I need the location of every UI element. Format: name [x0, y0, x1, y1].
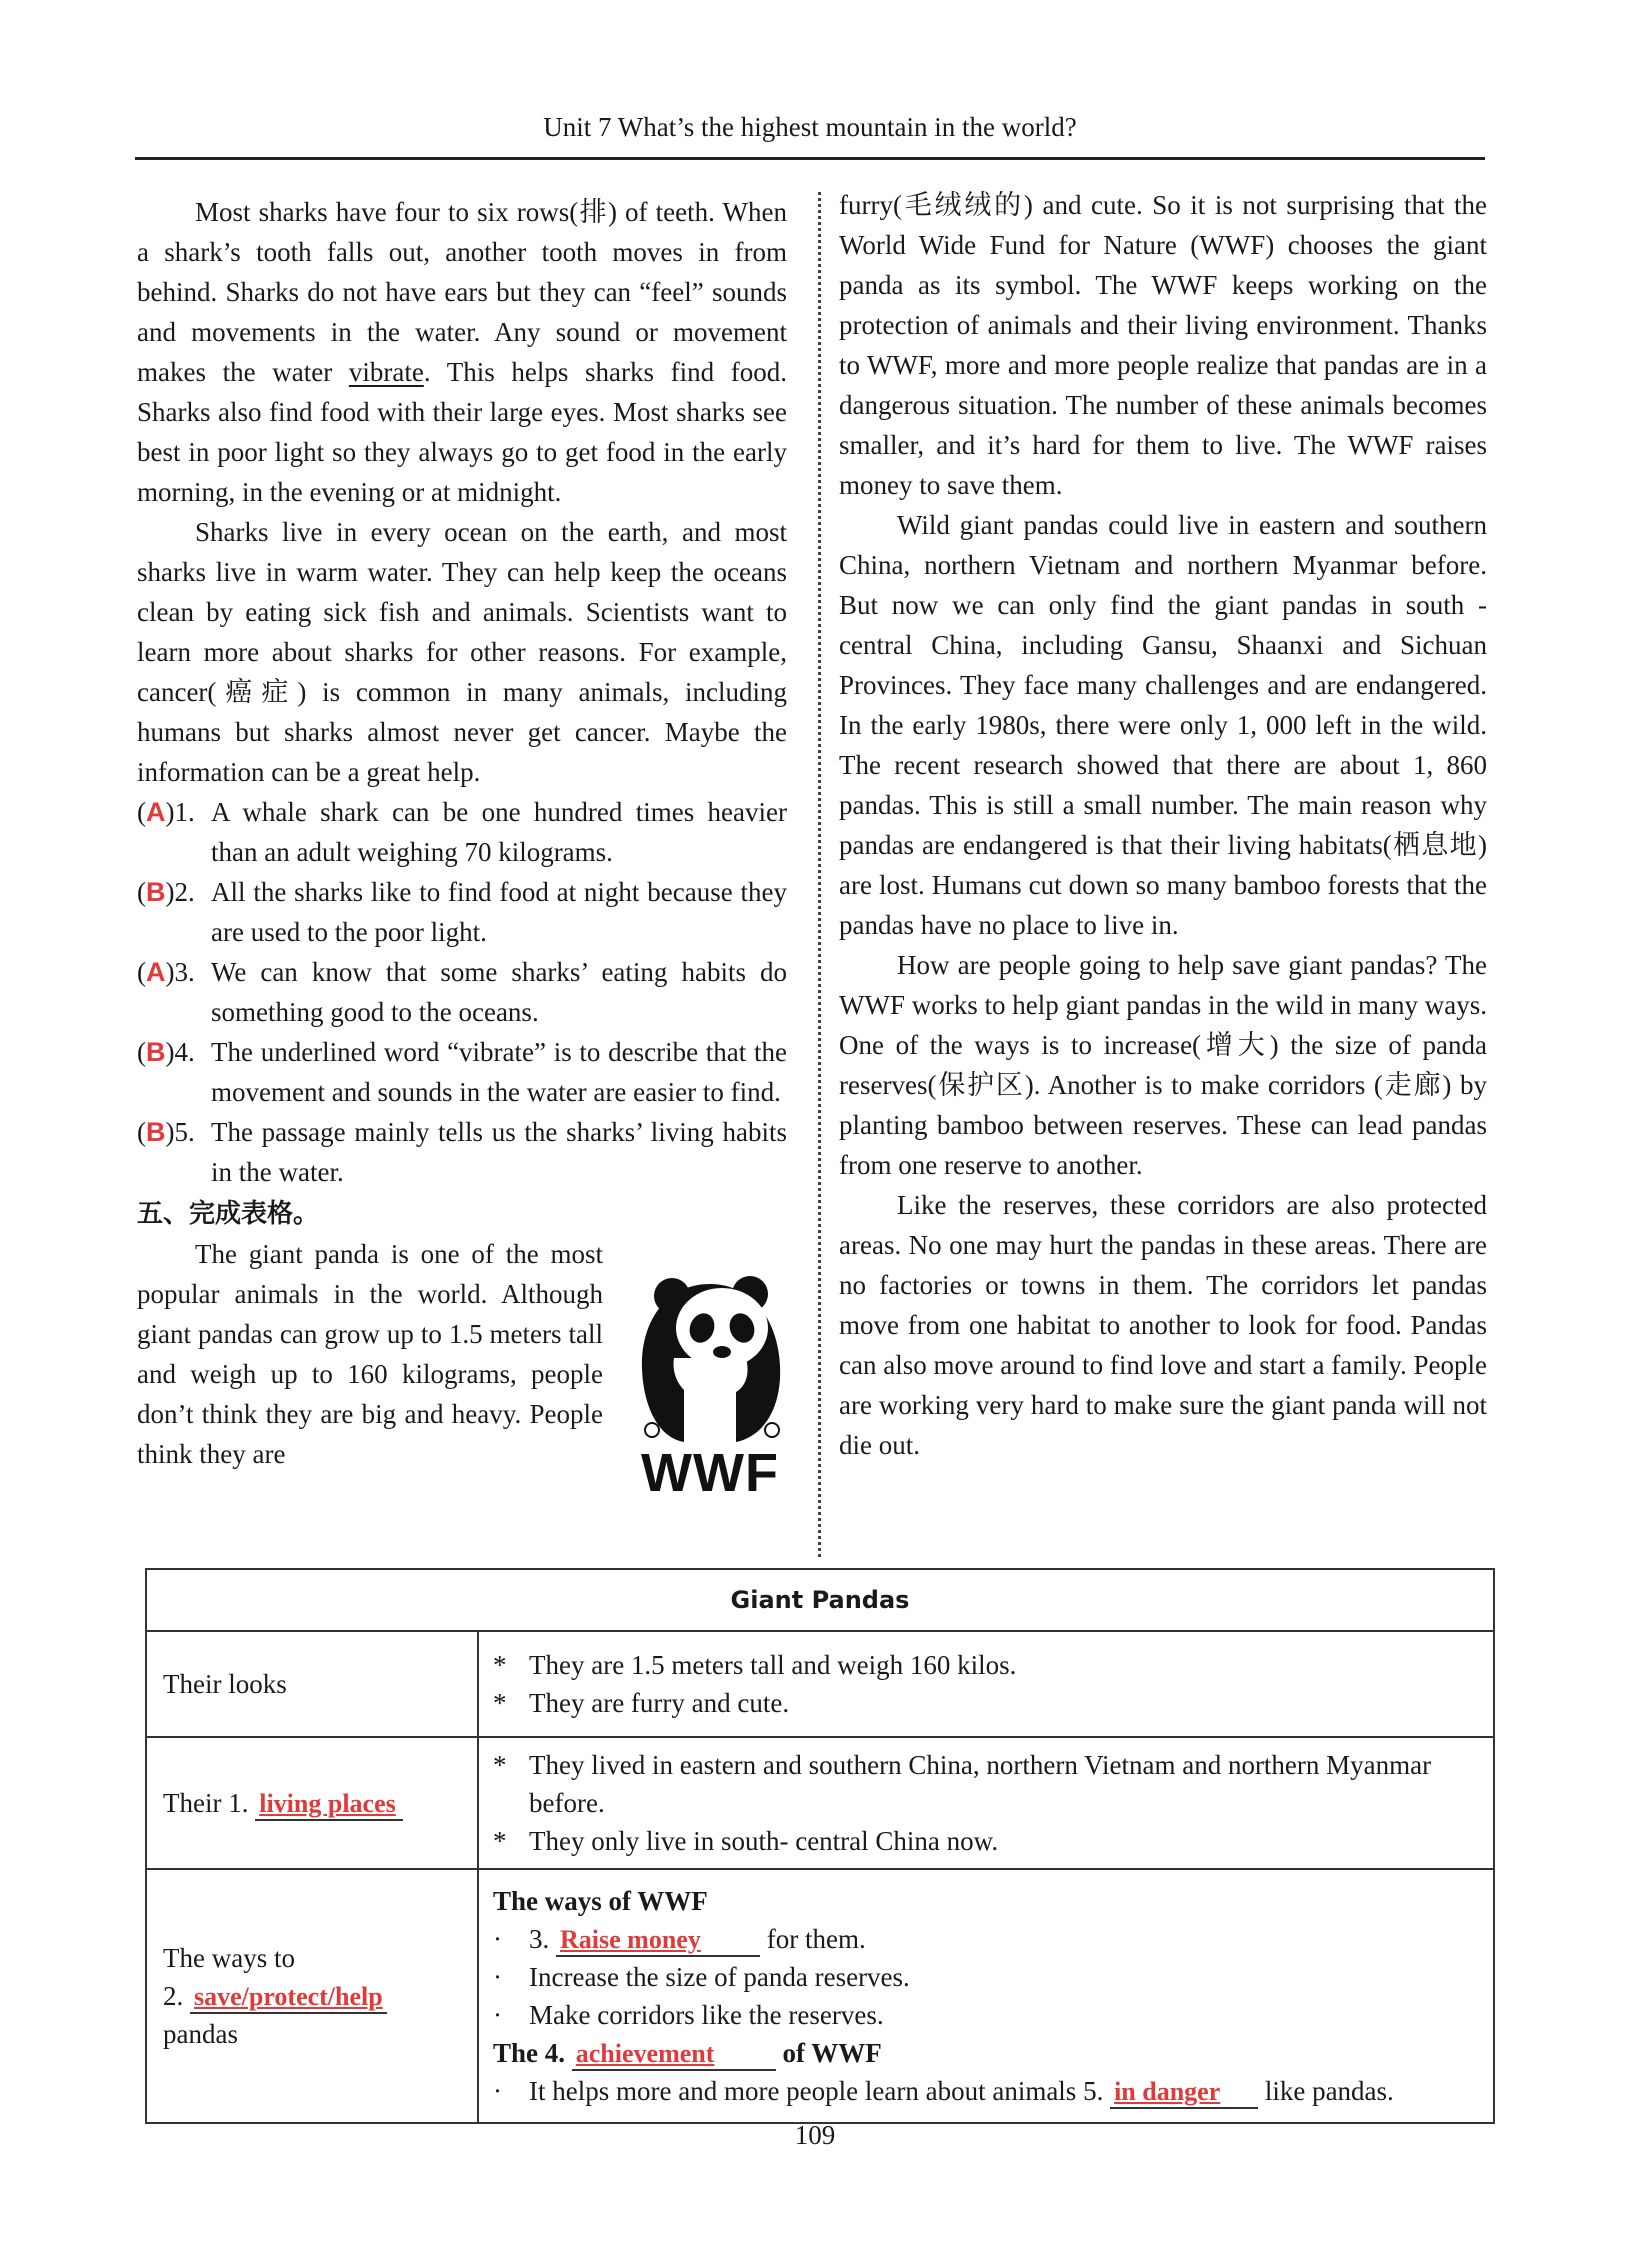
- blank-2: save/protect/help: [190, 1981, 387, 2014]
- wwf-logo: [626, 1270, 794, 1510]
- shark-paragraph-2: Sharks live in every ocean on the earth, and most sharks live in warm water. They can help keep the oceans clean by eating sick fish and animals. Scientists want to learn more about sharks for other reasons. For example, cancer(癌症) is common in many animals, including humans but sharks almost never get cancer. Maybe the information can be a great help.: [137, 517, 787, 787]
- answer-3: A: [146, 957, 166, 987]
- panda-paragraph-3: Wild giant pandas could live in eastern and southern China, northern Vietnam and northern Myanmar before. But now we can only find the giant pandas in south - central China, including Gansu, Shaanxi and Sichuan Provinces. They face many challenges and are endangered. In the early 1980s, there were only 1, 000 left in the wild. The recent research showed that there are about 1, 860 pandas. This is still a small number. The main reason why pandas are endangered is that their living habitats(栖息地) are lost. Humans cut down so many bamboo forests that the pandas have no place to live in.: [839, 510, 1487, 940]
- row-label-ways: The ways to 2. save/protect/help pandas: [146, 1869, 478, 2123]
- question-4: (B)4. The underlined word “vibrate” is to describe that the movement and sounds in the water are easier to find.: [137, 1037, 787, 1107]
- panda-paragraph-5: Like the reserves, these corridors are also protected areas. No one may hurt the pandas in these areas. There are no factories or towns in them. The corridors let pandas move from one habitat to another to look for food. Pandas can also move around to find love and start a family. People are working very hard to make sure the giant panda will not die out.: [839, 1190, 1487, 1460]
- list-item: · Increase the size of panda reserves.: [493, 1962, 910, 1992]
- row-content-living: [478, 1737, 1494, 1869]
- panda-paragraph-4: How are people going to help save giant pandas? The WWF works to help giant pandas in the wild in many ways. One of the ways is to increase(增大) the size of panda reserves(保护区). Another is to make corridors (走廊) by planting bamboo between reserves. These can lead pandas from one reserve to another.: [839, 950, 1487, 1180]
- achievement-line: The 4. achievement of WWF: [493, 2034, 1483, 2072]
- wwf-logo-text: WWF: [641, 1443, 779, 1503]
- right-column: [839, 185, 1487, 1465]
- list-item: · Make corridors like the reserves.: [493, 2000, 884, 2030]
- blank-5: in danger: [1110, 2076, 1258, 2109]
- row-label-looks: Their looks: [146, 1631, 478, 1737]
- running-header: Unit 7 What’s the highest mountain in the world?: [543, 112, 1077, 142]
- header-rule: [135, 157, 1485, 160]
- column-divider: [818, 192, 821, 1557]
- blank-4: achievement: [572, 2038, 776, 2071]
- row-content-looks: [478, 1631, 1494, 1737]
- answer-1: A: [146, 797, 166, 827]
- answer-2: B: [146, 877, 166, 907]
- blank-3: Raise money: [556, 1924, 760, 1957]
- panda-paragraph-1: The giant panda is one of the most popular animals in the world. Although giant pandas can grow up to 1.5 meters tall and weigh up to 160 kilograms, people don’t think they are big and heavy. People think they are: [137, 1239, 603, 1469]
- list-item: * They are 1.5 meters tall and weigh 160 kilos.: [493, 1650, 1017, 1680]
- list-item: · It helps more and more people learn about animals 5. in danger like pandas.: [493, 2072, 1483, 2110]
- page-number: 109: [794, 2120, 836, 2150]
- list-item: * They only live in south- central China now.: [493, 1826, 999, 1856]
- list-item: * They are furry and cute.: [493, 1688, 790, 1718]
- list-item: * They lived in eastern and southern China, northern Vietnam and northern Myanmar before.: [493, 1750, 1432, 1818]
- panda-paragraph-2: furry(毛绒绒的) and cute. So it is not surprising that the World Wide Fund for Nature (WWF) chooses the giant panda as its symbol. The WWF keeps working on the protection of animals and their living environment. Thanks to WWF, more and more people realize that pandas are in a dangerous situation. The number of these animals becomes smaller, and it’s hard for them to live. The WWF raises money to save them.: [839, 190, 1487, 500]
- section-title: 五、完成表格。: [137, 1199, 320, 1229]
- list-item: · 3. Raise money for them.: [493, 1920, 1483, 1958]
- answer-4: B: [146, 1037, 166, 1067]
- table-title: Giant Pandas: [146, 1569, 1494, 1631]
- giant-pandas-table: [145, 1568, 1495, 2124]
- answer-5: B: [146, 1117, 166, 1147]
- question-2: (B)2. All the sharks like to find food at night because they are used to the poor light.: [137, 877, 787, 947]
- blank-1: living places: [255, 1788, 403, 1821]
- underlined-word: vibrate: [348, 357, 424, 387]
- ways-title: The ways of WWF: [493, 1886, 708, 1916]
- row-label-living: Their 1. living places: [146, 1737, 478, 1869]
- shark-paragraph-1: Most sharks have four to six rows(排) of teeth. When a shark’s tooth falls out, another tooth moves in from behind. Sharks do not have ears but they can “feel” sounds and movements in the water. Any sound or movement makes the water vibrate. This helps sharks find food. Sharks also find food with their large eyes. Most sharks see best in poor light so they always go to get food in the early morning, in the evening or at midnight.: [137, 197, 787, 507]
- row-content-ways: [478, 1869, 1494, 2123]
- question-3: (A)3. We can know that some sharks’ eating habits do something good to the oceans.: [137, 957, 787, 1027]
- question-5: (B)5. The passage mainly tells us the sharks’ living habits in the water.: [137, 1117, 787, 1187]
- panda-icon: [626, 1270, 794, 1445]
- question-1: (A)1. A whale shark can be one hundred times heavier than an adult weighing 70 kilograms.: [137, 797, 787, 867]
